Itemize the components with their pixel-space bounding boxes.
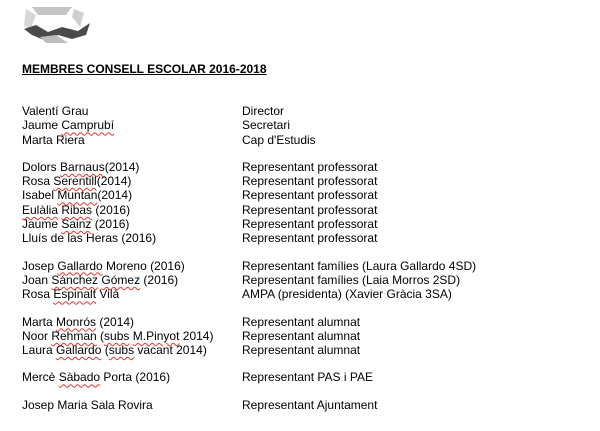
member-role: Representant alumnat [242,314,361,329]
member-name: Joan Sánchez Gómez (2016) [22,272,179,287]
member-name: Noor Rehman (subs M.Pinyot 2014) [22,328,214,343]
member-name: Josep Gallardo Moreno (2016) [22,258,185,273]
member-role: Director [242,104,285,118]
member-row [22,231,592,245]
member-role: Representant professorat [242,188,378,203]
member-role: Secretari [242,118,291,133]
member-group-alumnat [22,315,592,358]
member-name: Isabel Muntan(2014) [22,188,133,203]
member-name: Dolors Barnaus(2014) [22,159,140,174]
member-row [22,329,592,343]
member-group-direction [22,104,592,147]
member-row [22,343,592,357]
member-name: Marta Riera [22,132,85,147]
member-group-professorat [22,160,592,246]
member-name: Valentí Grau [22,104,89,118]
members-list [22,104,592,425]
member-role: Representant famílies (Laia Morros 2SD) [242,272,461,287]
member-name: Josep Maria Sala Rovira [22,397,153,412]
member-row [22,370,592,384]
member-role: Representant famílies (Laura Gallardo 4SD) [242,258,477,273]
document-title: MEMBRES CONSELL ESCOLAR 2016-2018 [22,62,267,76]
member-role: Representant professorat [242,217,378,232]
member-name: Marta Monrós (2014) [22,314,135,329]
member-row [22,398,592,412]
member-row [22,287,592,301]
member-row [22,315,592,329]
member-row [22,104,592,118]
member-row [22,188,592,202]
member-name: Jaume Sainz (2016) [22,217,130,232]
member-row [22,203,592,217]
member-role: Representant Ajuntament [242,397,378,412]
member-name: Laura Gallardo (subs vacant 2014) [22,343,207,358]
member-name: Rosa Serentill(2014) [22,174,132,189]
member-group-families [22,259,592,302]
member-name: Eulàlia Ribas (2016) [22,202,131,217]
member-name: Jaume Camprubí [22,118,115,133]
member-role: Representant professorat [242,202,378,217]
member-role: Representant professorat [242,159,378,174]
member-role: Representant professorat [242,231,378,246]
school-logo-icon [22,5,92,45]
member-row [22,259,592,273]
member-name: Lluís de las Heras (2016) [22,231,157,246]
member-row [22,174,592,188]
member-name: Rosa Espinalt Vilà [22,287,120,302]
member-row [22,273,592,287]
member-role: Representant alumnat [242,343,361,358]
member-role: Representant professorat [242,174,378,189]
member-role: Representant alumnat [242,328,361,343]
member-row [22,118,592,132]
member-row [22,217,592,231]
member-row [22,160,592,174]
member-role: AMPA (presidenta) (Xavier Gràcia 3SA) [242,287,452,302]
member-role: Cap d'Estudis [242,132,316,147]
member-group-ajuntament [22,398,592,412]
member-group-pas [22,370,592,384]
member-role: Representant PAS i PAE [242,370,373,385]
member-name: Mercè Sàbado Porta (2016) [22,370,171,385]
member-row [22,133,592,147]
